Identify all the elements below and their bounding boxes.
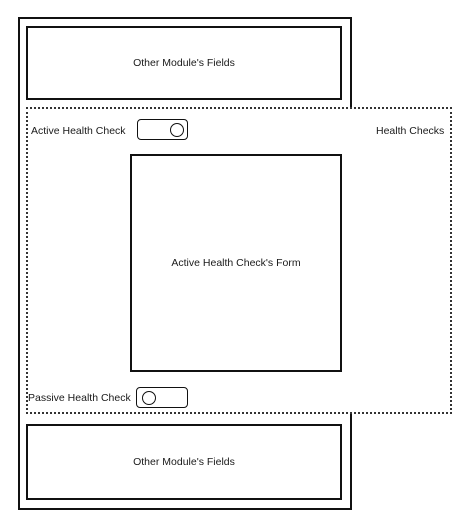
- active-health-check-toggle[interactable]: [137, 119, 188, 140]
- toggle-knob-icon: [142, 391, 156, 405]
- health-checks-title: Health Checks: [376, 125, 445, 137]
- other-module-fields-bottom: [26, 424, 342, 500]
- passive-health-check-toggle[interactable]: [136, 387, 188, 408]
- passive-health-check-label: Passive Health Check: [28, 392, 131, 404]
- other-module-fields-top-label: Other Module's Fields: [133, 57, 235, 69]
- active-health-check-form-label: Active Health Check's Form: [171, 257, 301, 269]
- toggle-knob-icon: [170, 123, 184, 137]
- active-health-check-label: Active Health Check: [31, 125, 126, 137]
- active-health-check-form: [130, 154, 342, 372]
- other-module-fields-top: [26, 26, 342, 100]
- other-module-fields-bottom-label: Other Module's Fields: [133, 456, 235, 468]
